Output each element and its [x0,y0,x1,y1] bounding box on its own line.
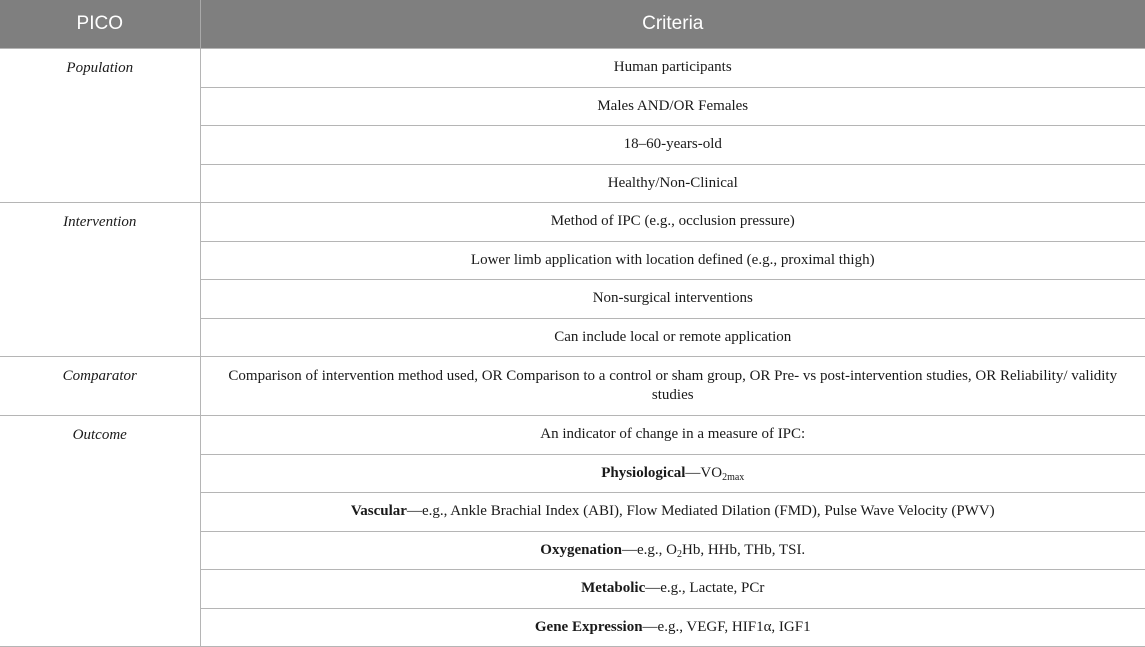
outcome-metabolic-text: —e.g., Lactate, PCr [645,580,765,597]
criteria-cell [200,454,1145,493]
outcome-physiological-label: Physiological [601,464,686,481]
outcome-metabolic-label: Metabolic [581,580,646,597]
category-comparator: Comparator [0,357,200,416]
table-row [0,203,1145,242]
criteria-cell: 18–60-years-old [200,126,1145,165]
criteria-cell [200,493,1145,532]
criteria-cell [200,531,1145,570]
header-pico: PICO [0,0,200,49]
outcome-gene-label: Gene Expression [534,618,643,635]
subscript: 2 [676,548,682,560]
criteria-cell: Males AND/OR Females [200,87,1145,126]
criteria-cell [200,608,1145,647]
outcome-gene-text: —e.g., VEGF, HIF1α, IGF1 [642,618,811,635]
outcome-vascular-text: —e.g., Ankle Brachial Index (ABI), Flow Mediated Dilation (FMD), Pulse Wave Velocity (PWV) [406,503,995,520]
outcome-oxygenation-post: Hb, HHb, THb, TSI. [681,541,806,558]
criteria-cell: Human participants [200,49,1145,88]
criteria-cell: An indicator of change in a measure of IPC: [200,416,1145,455]
table-row [0,357,1145,416]
category-population: Population [0,49,200,203]
table-row [0,49,1145,88]
header-row [0,0,1145,49]
category-intervention: Intervention [0,203,200,357]
criteria-cell: Healthy/Non-Clinical [200,164,1145,203]
category-outcome: Outcome [0,416,200,647]
criteria-cell: Comparison of intervention method used, OR Comparison to a control or sham group, OR Pre- vs post-intervention studies, OR Reliability/ validity studies [200,357,1145,416]
criteria-cell [200,570,1145,609]
criteria-cell: Can include local or remote application [200,318,1145,357]
criteria-cell: Method of IPC (e.g., occlusion pressure) [200,203,1145,242]
criteria-cell: Non-surgical interventions [200,280,1145,319]
table-row [0,416,1145,455]
outcome-oxygenation-pre: —e.g., O [621,541,677,558]
outcome-physiological-text: —VO [685,464,723,481]
subscript: 2max [722,471,745,483]
outcome-vascular-label: Vascular [350,503,407,520]
criteria-cell: Lower limb application with location defined (e.g., proximal thigh) [200,241,1145,280]
header-criteria: Criteria [200,0,1145,49]
outcome-oxygenation-label: Oxygenation [540,541,622,558]
